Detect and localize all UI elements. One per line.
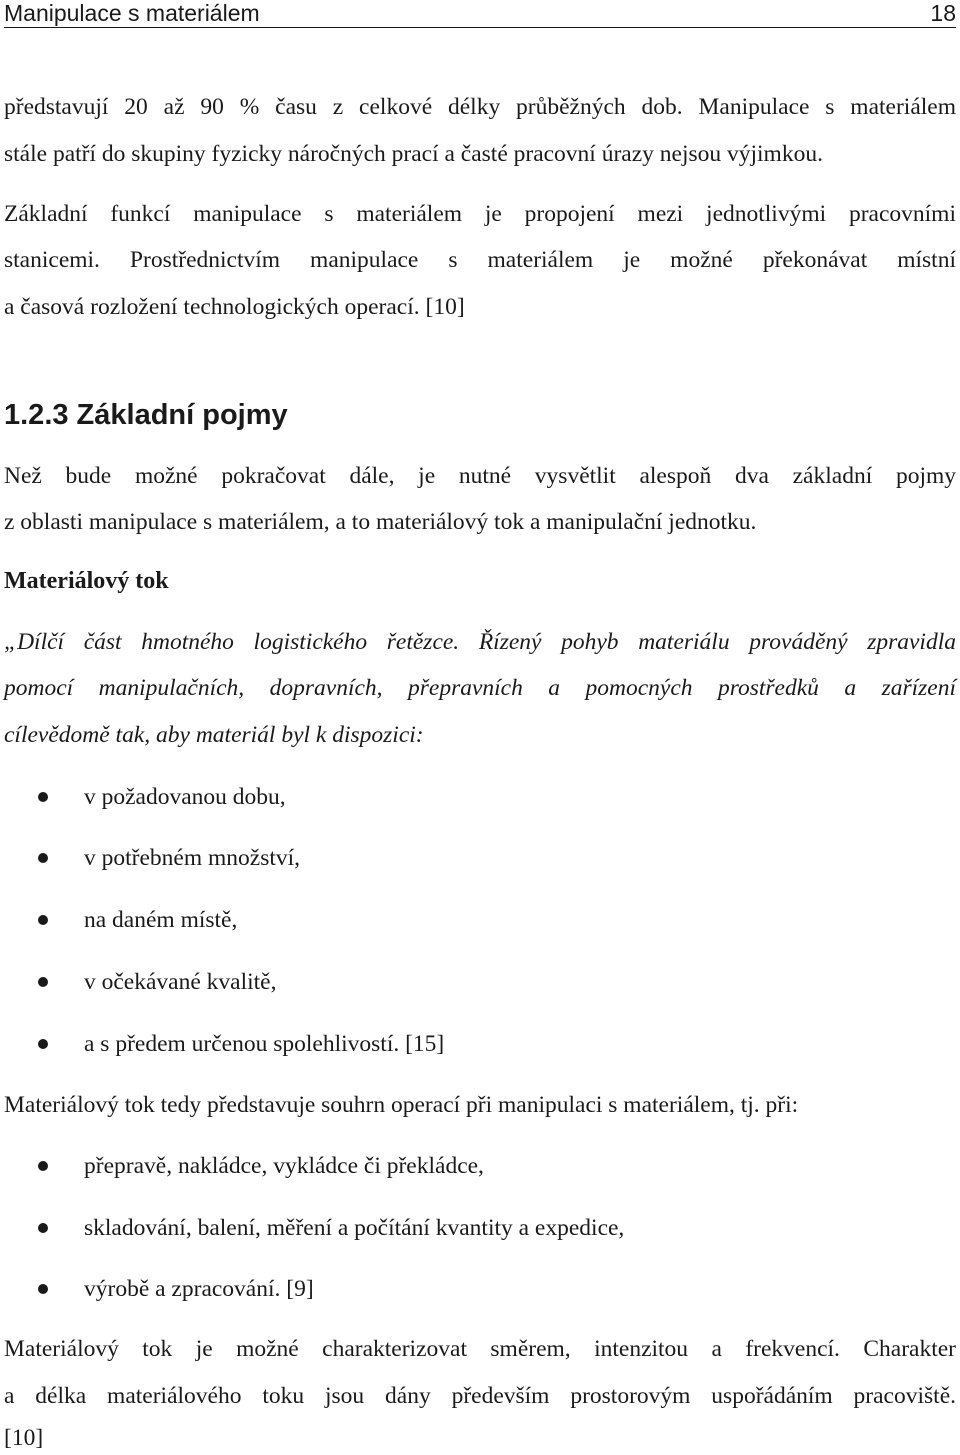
list-item: výrobě a zpracování. [9]	[84, 1276, 314, 1302]
bullet-icon	[38, 977, 48, 987]
definition-line-1: „Dílčí část hmotného logistického řetězce. Řízený pohyb materiálu prováděný zpravidla	[4, 629, 956, 655]
term-heading: Materiálový tok	[4, 568, 169, 594]
header-title: Manipulace s materiálem	[4, 0, 260, 26]
bullet-icon	[38, 1161, 48, 1171]
bullet-icon	[38, 1223, 48, 1233]
definition-line-3: cílevědomě tak, aby materiál byl k dispozici:	[4, 722, 424, 748]
bullet-icon	[38, 853, 48, 863]
list-item: skladování, balení, měření a počítání kvantity a expedice,	[84, 1215, 625, 1241]
paragraph-2-line-1: Základní funkcí manipulace s materiálem je propojení mezi jednotlivými pracovními	[4, 201, 956, 227]
list-item: v očekávané kvalitě,	[84, 969, 277, 995]
bullet-icon	[38, 1284, 48, 1294]
paragraph-3-line-1: Než bude možné pokračovat dále, je nutné vysvětlit alespoň dva základní pojmy	[4, 463, 956, 489]
paragraph-1-line-1: představují 20 až 90 % času z celkové délky průběžných dob. Manipulace s materiálem	[4, 94, 956, 120]
paragraph-3-line-2: z oblasti manipulace s materiálem, a to materiálový tok a manipulační jednotku.	[4, 509, 757, 535]
section-heading: 1.2.3 Základní pojmy	[4, 399, 288, 431]
list-item: v požadovanou dobu,	[84, 784, 286, 810]
paragraph-2-line-3: a časová rozložení technologických operací. [10]	[4, 294, 465, 320]
paragraph-5-line-2: a délka materiálového toku jsou dány především prostorovým uspořádáním pracoviště.	[4, 1383, 956, 1409]
list-item: přepravě, nakládce, vykládce či překládce,	[84, 1153, 484, 1179]
list-item: na daném místě,	[84, 907, 238, 933]
paragraph-5-line-3: [10]	[4, 1425, 44, 1451]
paragraph-2-line-2: stanicemi. Prostřednictvím manipulace s materiálem je možné překonávat místní	[4, 247, 956, 273]
paragraph-4: Materiálový tok tedy představuje souhrn operací při manipulaci s materiálem, tj. při:	[4, 1092, 799, 1118]
list-item: v potřebném množství,	[84, 845, 301, 871]
page-number: 18	[930, 0, 956, 26]
paragraph-1-line-2: stále patří do skupiny fyzicky náročných prací a časté pracovní úrazy nejsou výjimkou.	[4, 141, 823, 167]
running-header	[4, 0, 956, 28]
paragraph-5-line-1: Materiálový tok je možné charakterizovat směrem, intenzitou a frekvencí. Charakter	[4, 1336, 956, 1362]
list-item: a s předem určenou spolehlivostí. [15]	[84, 1031, 445, 1057]
definition-line-2: pomocí manipulačních, dopravních, přepravních a pomocných prostředků a zařízení	[4, 675, 956, 701]
bullet-icon	[38, 792, 48, 802]
bullet-icon	[38, 1039, 48, 1049]
bullet-icon	[38, 915, 48, 925]
